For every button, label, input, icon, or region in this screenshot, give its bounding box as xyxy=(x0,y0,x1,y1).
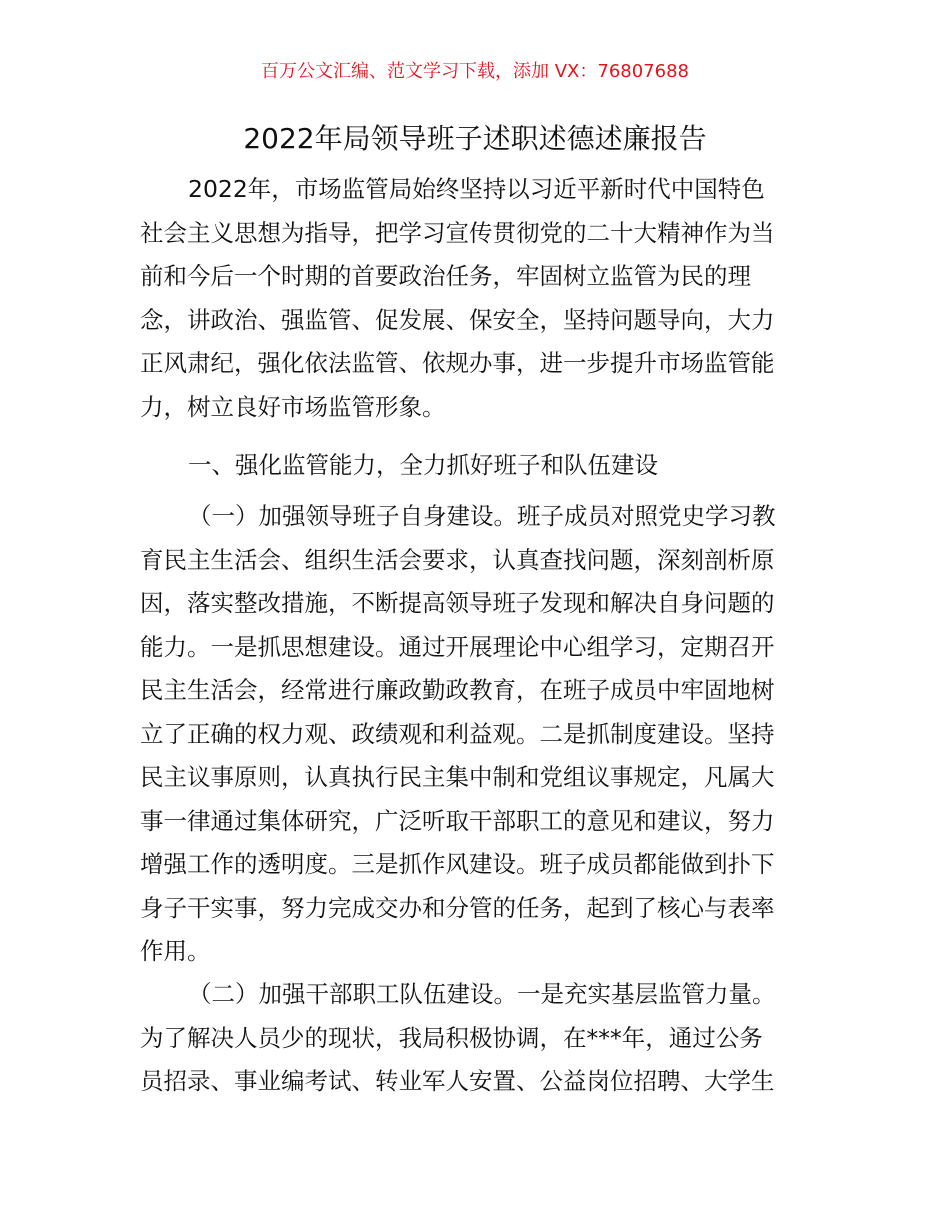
section-heading-1 xyxy=(140,444,820,488)
text-line: （二）加强干部职工队伍建设。一是充实基层监管力量。 xyxy=(188,980,776,1008)
text-line: 民主议事原则，认真执行民主集中制和党组议事规定，凡属大 xyxy=(140,763,775,791)
document-title: 2022年局领导班子述职述德述廉报告 xyxy=(243,122,707,155)
text-line: 事一律通过集体研究，广泛听取干部职工的意见和建议，努力 xyxy=(140,806,775,835)
text-line: 为了解决人员少的现状，我局积极协调，在***年，通过公务 xyxy=(140,1023,763,1052)
text-line: 身子干实事，努力完成交办和分管的任务，起到了核心与表率 xyxy=(140,893,775,922)
text-line: 2022年，市场监管局始终坚持以习近平新时代中国特色 xyxy=(188,175,765,203)
text-line: 员招录、事业编考试、转业军人安置、公益岗位招聘、大学生 xyxy=(140,1067,775,1095)
text-line: 作用。 xyxy=(140,937,211,965)
text-line: 因，落实整改措施，不断提高领导班子发现和解决自身问题的 xyxy=(140,589,775,617)
paragraph-intro xyxy=(140,168,820,429)
paragraph-staff-building xyxy=(140,973,820,1104)
text-line: 民主生活会，经常进行廉政勤政教育，在班子成员中牢固地树 xyxy=(140,676,775,704)
text-line: 增强工作的透明度。三是抓作风建设。班子成员都能做到扑下 xyxy=(140,850,775,878)
text-line: 社会主义思想为指导，把学习宣传贯彻党的二十大精神作为当 xyxy=(140,218,775,247)
text-line: 正风肃纪，强化依法监管、依规办事，进一步提升市场监管能 xyxy=(140,349,775,377)
text-line: 一、强化监管能力，全力抓好班子和队伍建设 xyxy=(188,451,658,479)
watermark-header: 百万公文汇编、范文学习下载，添加 VX：76807688 xyxy=(261,61,689,82)
paragraph-leadership-building xyxy=(140,495,820,974)
text-line: 立了正确的权力观、政绩观和利益观。二是抓制度建设。坚持 xyxy=(140,719,775,748)
text-line: 前和今后一个时期的首要政治任务，牢固树立监管为民的理 xyxy=(140,262,751,290)
text-line: 能力。一是抓思想建设。通过开展理论中心组学习，定期召开 xyxy=(140,632,775,661)
text-line: 育民主生活会、组织生活会要求，认真查找问题，深刻剖析原 xyxy=(140,545,775,574)
text-line: 力，树立良好市场监管形象。 xyxy=(140,392,446,421)
text-line: 念，讲政治、强监管、促发展、保安全，坚持问题导向，大力 xyxy=(140,305,775,334)
text-line: （一）加强领导班子自身建设。班子成员对照党史学习教 xyxy=(188,502,776,530)
